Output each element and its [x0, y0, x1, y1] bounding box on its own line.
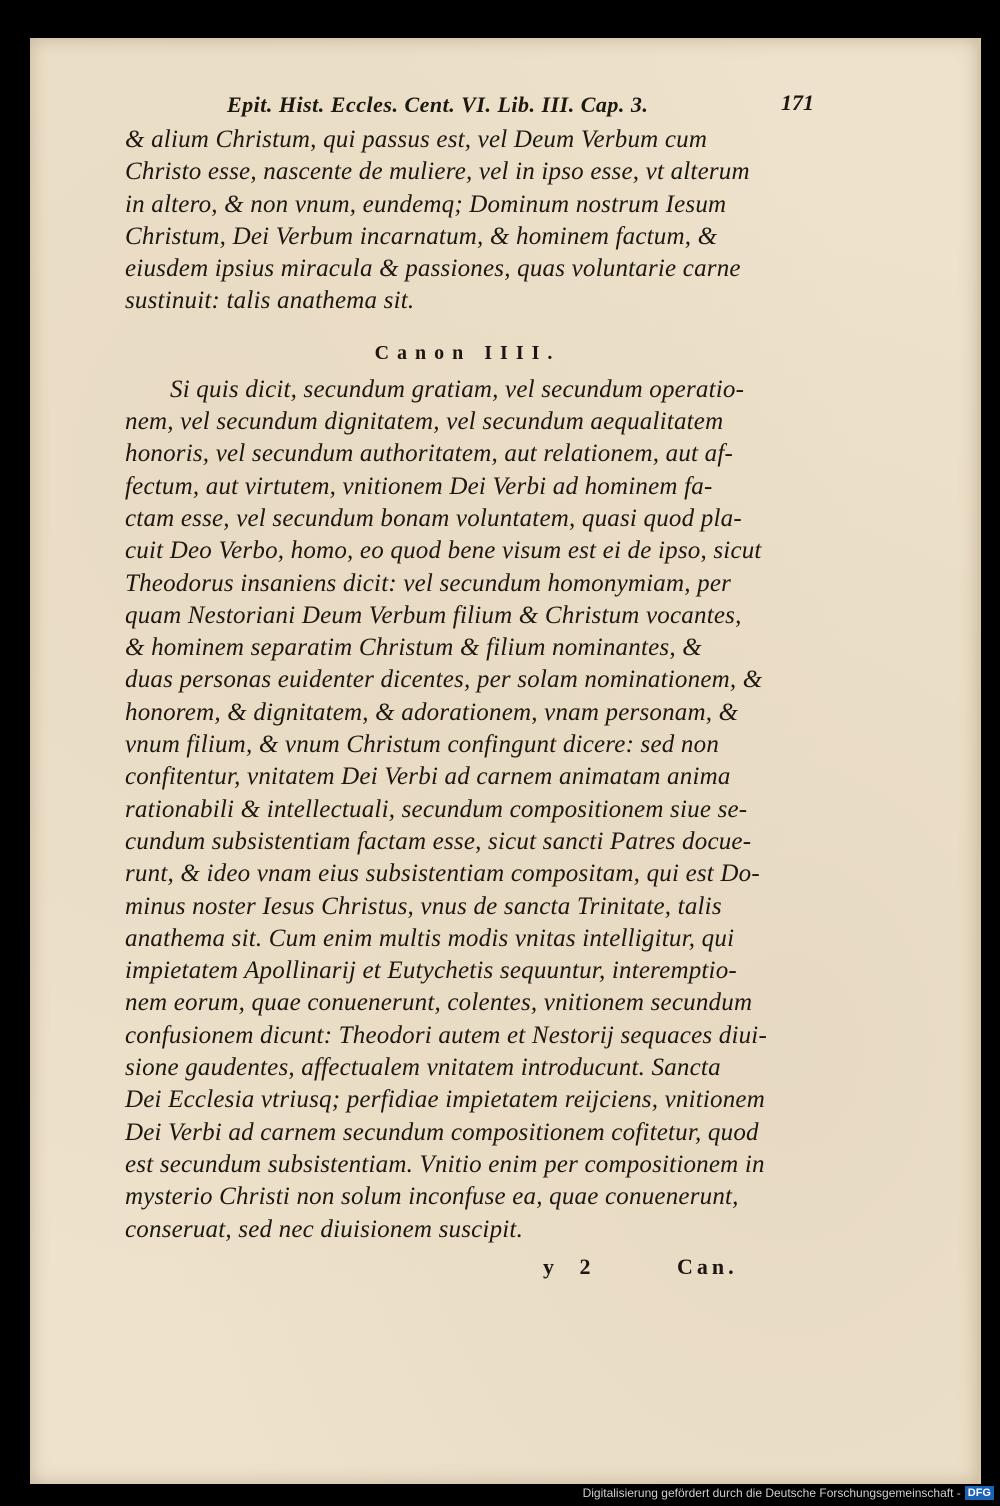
text-line: nem eorum, quae conuenerunt, colentes, vnitionem secundum: [125, 989, 753, 1017]
text-line: conseruat, sed nec diuisionem suscipit.: [125, 1215, 524, 1243]
text-line: mysterio Christi non solum inconfuse ea, quae conuenerunt,: [125, 1183, 739, 1211]
text-line: runt, & ideo vnam eius subsistentiam compositam, qui est Do-: [125, 860, 760, 888]
text-line: Theodorus insaniens dicit: vel secundum homonymiam, per: [125, 569, 732, 597]
text-line: confusionem dicunt: Theodori autem et Nestorij sequaces diui-: [125, 1021, 767, 1049]
text-line: honoris, vel secundum authoritatem, aut relationem, aut af-: [125, 440, 734, 468]
text-line: ctam esse, vel secundum bonam voluntatem, quasi quod pla-: [125, 504, 742, 532]
dfg-logo: DFG: [965, 1486, 994, 1500]
text-line: quam Nestoriani Deum Verbum filium & Christum vocantes,: [125, 601, 742, 629]
text-line: Christum, Dei Verbum incarnatum, & hominem factum, &: [125, 222, 718, 250]
text-line: cundum subsistentiam factam esse, sicut sancti Patres docue-: [125, 827, 752, 855]
text-line: rationabili & intellectuali, secundum compositionem siue se-: [125, 795, 748, 823]
text-line: cuit Deo Verbo, homo, eo quod bene visum est ei de ipso, sicut: [125, 537, 762, 565]
text-line: & hominem separatim Christum & filium nominantes, &: [125, 634, 702, 662]
text-line: sustinuit: talis anathema sit.: [125, 287, 415, 315]
text-line: Dei Ecclesia vtriusq; perfidiae impietatem reijciens, vnitionem: [125, 1086, 765, 1114]
text-line: anathema sit. Cum enim multis modis vnitas intelligitur, qui: [125, 924, 735, 952]
text-line: sione gaudentes, affectualem vnitatem introducunt. Sancta: [125, 1054, 721, 1082]
text-line: eiusdem ipsius miracula & passiones, quas voluntarie carne: [125, 255, 741, 283]
text-line: Christo esse, nascente de muliere, vel in ipso esse, vt alterum: [125, 158, 750, 186]
catchword: Can.: [677, 1253, 738, 1279]
text-line: fectum, aut virtutem, vnitionem Dei Verbi ad hominem fa-: [125, 472, 713, 500]
text-line: minus noster Iesus Christus, vnus de sancta Trinitate, talis: [125, 892, 722, 920]
text-line: impietatem Apollinarij et Eutychetis sequuntur, interemptio-: [125, 957, 737, 985]
text-line: & alium Christum, qui passus est, vel Deum Verbum cum: [125, 126, 708, 153]
text-line: duas personas euidenter dicentes, per solam nominationem, &: [125, 666, 763, 694]
paragraph-top: [125, 124, 810, 318]
text-block: [125, 86, 814, 1286]
page-header: [125, 86, 814, 124]
running-title: Epit. Hist. Eccles. Cent. VI. Lib. III. Cap. 3.: [227, 92, 649, 117]
canon-heading: Canon IIII.: [374, 341, 561, 364]
text-line: vnum filium, & vnum Christum confingunt dicere: sed non: [125, 731, 720, 759]
book-page: [30, 38, 981, 1484]
text-line: est secundum subsistentiam. Vnitio enim per compositionem in: [125, 1150, 765, 1178]
text-line: nem, vel secundum dignitatem, vel secundum aequalitatem: [125, 408, 724, 436]
text-line: Si quis dicit, secundum gratiam, vel secundum operatio-: [170, 375, 745, 403]
text-line: confitentur, vnitatem Dei Verbi ad carnem animatam anima: [125, 763, 731, 791]
text-line: Dei Verbi ad carnem secundum compositionem cofitetur, quod: [125, 1118, 759, 1146]
text-line: in altero, & non vnum, eundemq; Dominum nostrum Iesum: [125, 190, 727, 218]
folio-number: 171: [781, 90, 814, 115]
catchline: [125, 1252, 810, 1286]
paragraph-canon: [125, 374, 810, 1246]
text-line: honorem, & dignitatem, & adorationem, vnam personam, &: [125, 698, 739, 726]
credit-text: Digitalisierung gefördert durch die Deutsche Forschungsgemeinschaft -: [582, 1486, 961, 1500]
funding-credit: [583, 1486, 994, 1500]
signature-mark: y 2: [543, 1253, 601, 1279]
